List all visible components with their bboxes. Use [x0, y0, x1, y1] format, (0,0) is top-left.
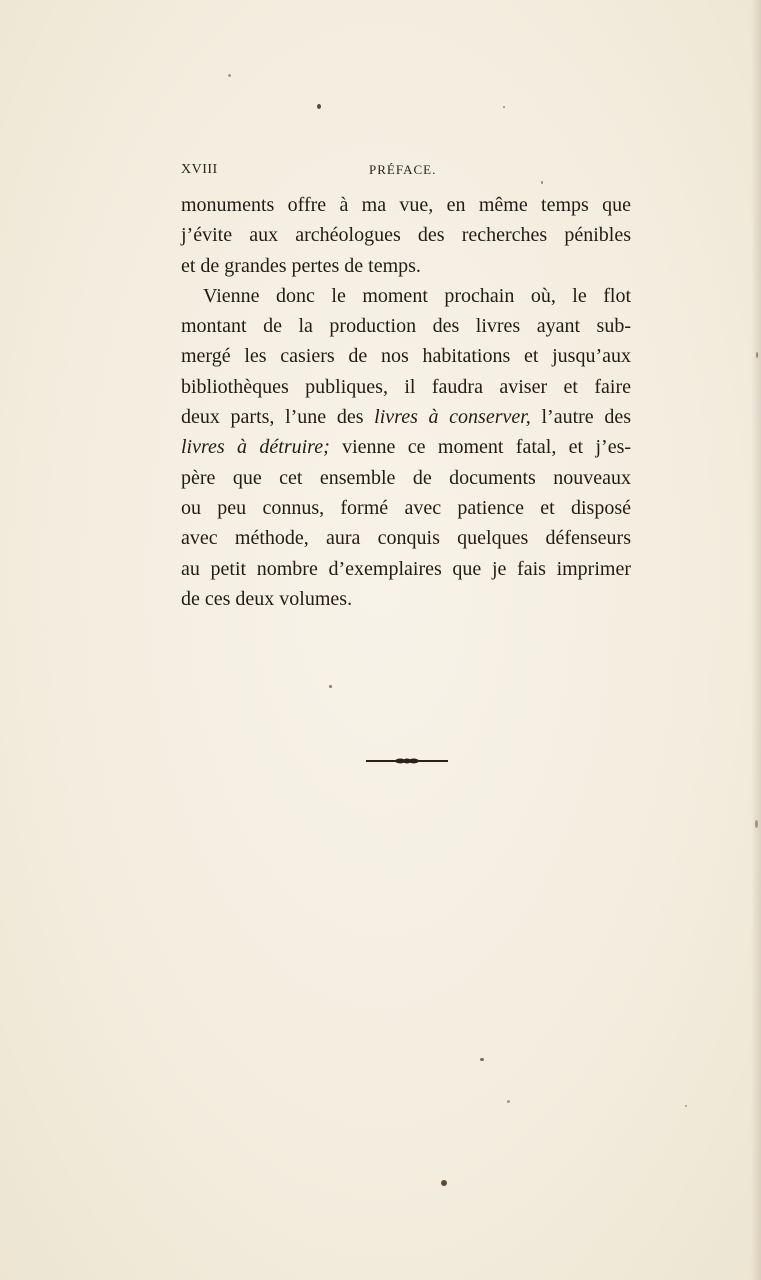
text-line: de ces deux volumes. — [181, 587, 353, 610]
text-line: ou peu connus, formé avec patience et disposé — [181, 496, 631, 519]
tailpiece-ornament-icon — [366, 754, 448, 768]
text-line: au petit nombre d’exemplaires que je fais imprimer — [181, 557, 631, 580]
text-line: et de grandes pertes de temps. — [181, 254, 421, 277]
text-line: montant de la production des livres ayant sub- — [181, 315, 631, 338]
paper-speck — [507, 1100, 510, 1103]
text-line: monuments offre à ma vue, en même temps que — [181, 194, 631, 216]
page-number: XVIII — [181, 162, 218, 177]
paper-speck — [441, 1180, 447, 1186]
text-line: Vienne donc le moment prochain où, le flot — [203, 284, 631, 307]
paper-speck — [541, 181, 543, 184]
text-run: deux parts, l’une des — [181, 406, 375, 429]
paper-speck — [228, 74, 231, 77]
text-line-with-italic — [181, 402, 631, 432]
paper-speck — [755, 820, 758, 828]
italic-run: livres à détruire; — [181, 436, 330, 459]
paper-speck — [329, 685, 332, 688]
paper-speck — [503, 106, 505, 108]
paper-speck — [685, 1105, 687, 1107]
paper-speck — [480, 1058, 484, 1061]
paper-speck — [317, 104, 321, 109]
page-edge-shadow — [751, 0, 761, 1280]
italic-run: livres à conserver, — [374, 406, 531, 429]
text-run: vienne ce moment fatal, et j’es- — [329, 436, 632, 459]
text-line: j’évite aux archéologues des recherches pénibles — [181, 224, 631, 247]
text-run: l’autre des — [530, 406, 631, 429]
text-line: bibliothèques publiques, il faudra aviser et faire — [181, 375, 631, 398]
text-line: père que cet ensemble de documents nouveaux — [181, 466, 631, 489]
paper-speck — [756, 352, 758, 358]
text-line: avec méthode, aura conquis quelques défenseurs — [181, 527, 631, 550]
running-title: PRÉFACE. — [369, 162, 437, 177]
body-text — [181, 190, 631, 614]
text-line-with-italic — [181, 432, 631, 462]
text-line: mergé les casiers de nos habitations et jusqu’aux — [181, 345, 631, 368]
running-header — [181, 162, 631, 184]
